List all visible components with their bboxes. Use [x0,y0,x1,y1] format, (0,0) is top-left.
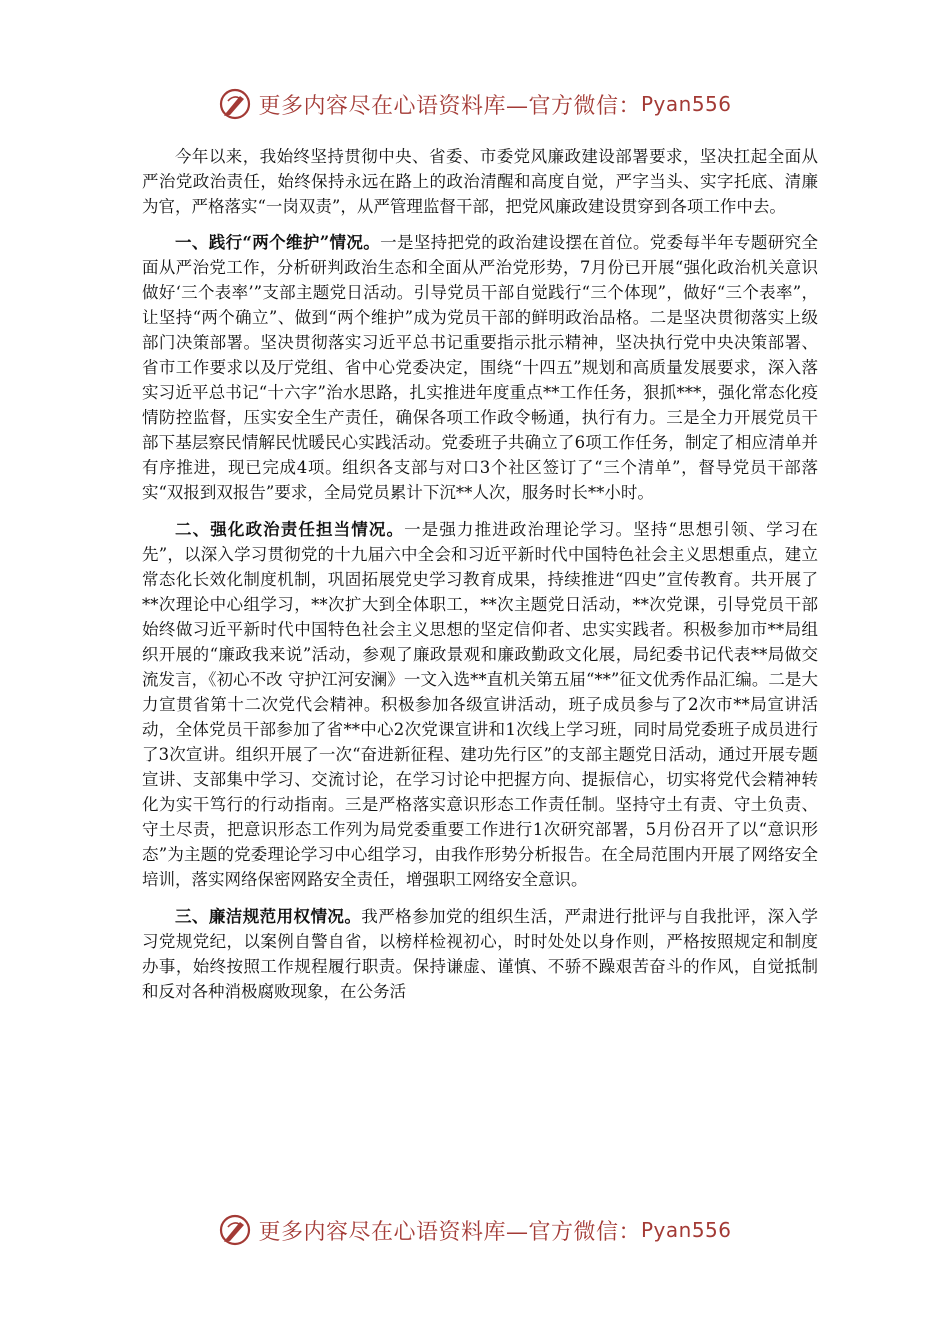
watermark-banner-bottom [0,1210,950,1250]
section-heading: 三、廉洁规范用权情况。 [175,907,362,926]
watermark-banner-top [0,84,950,124]
banner-text: 更多内容尽在心语资料库—官方微信： [258,93,641,119]
section-heading: 二、强化政治责任担当情况。 [175,520,405,539]
banner-text: 更多内容尽在心语资料库—官方微信： [258,1219,641,1245]
paragraph-body: 一是强力推进政治理论学习。坚持“思想引领、学习在先”，以深入学习贯彻党的十九届六中全会和习近平新时代中国特色社会主义思想重点，建立常态化长效化制度机制，巩固拓展党史学习教育成果，持续推进“四史”宣传教育。共开展了**次理论中心组学习，**次扩大到全体职工，**次主题党日活动，**次党课，引导党员干部始终做习近平新时代中国特色社会主义思想的坚定信仰者、忠实实践者。积极参加市**局组织开展的“廉政我来说”活动，参观了廉政景观和廉政勤政文化展，局纪委书记代表**局做交流发言，《初心不改 守护江河安澜》一文入选**直机关第五届“**”征文优秀作品汇编。二是大力宣贯省第十二次党代会精神。积极参加各级宣讲活动，班子成员参与了2次市**局宣讲活动，全体党员干部参加了省**中心2次党课宣讲和1次线上学习班，同时局党委班子成员进行了3次宣讲。组织开展了一次“奋进新征程、建功先行区”的支部主题党日活动，通过开展专题宣讲、支部集中学习、交流讨论，在学习讨论中把握方向、提振信心，切实将党代会精神转化为实干笃行的行动指南。三是严格落实意识形态工作责任制。坚持守土有责、守土负责、守土尽责，把意识形态工作列为局党委重要工作进行1次研究部署，5月份召开了以“意识形态”为主题的党委理论学习中心组学习，由我作形势分析报告。在全局范围内开展了网络安全培训，落实网络保密网路安全责任，增强职工网络安全意识。 [142,520,819,889]
banner-account: Pyan556 [641,1218,732,1242]
document-body [142,144,818,1016]
paragraph-section-1 [142,230,818,505]
section-heading: 一、践行“两个维护”情况。 [175,233,381,252]
banner-account: Pyan556 [641,92,732,116]
fountain-pen-icon [218,87,252,121]
fountain-pen-icon [218,1213,252,1247]
paragraph-intro [142,144,818,219]
paragraph-body: 今年以来，我始终坚持贯彻中央、省委、市委党风廉政建设部署要求，坚决扛起全面从严治党政治责任，始终保持永远在路上的政治清醒和高度自觉，严字当头、实字托底、清廉为官，严格落实“一岗双责”，从严管理监督干部，把党风廉政建设贯穿到各项工作中去。 [142,147,818,216]
paragraph-body: 一是坚持把党的政治建设摆在首位。党委每半年专题研究全面从严治党工作，分析研判政治生态和全面从严治党形势，7月份已开展“强化政治机关意识 做好‘三个表率’”支部主题党日活动。引导党员干部自觉践行“三个体现”，做好“三个表率”，让坚持“两个确立”、做到“两个维护”成为党员干部的鲜明政治品格。二是坚决贯彻落实上级部门决策部署。坚决贯彻落实习近平总书记重要指示批示精神，坚决执行党中央决策部署、省市工作要求以及厅党组、省中心党委决定，围绕“十四五”规划和高质量发展要求，深入落实习近平总书记“十六字”治水思路，扎实推进年度重点**工作任务，狠抓***，强化常态化疫情防控监督，压实安全生产责任，确保各项工作政令畅通，执行有力。三是全力开展党员干部下基层察民情解民忧暖民心实践活动。党委班子共确立了6项工作任务，制定了相应清单并有序推进，现已完成4项。组织各支部与对口3个社区签订了“三个清单”，督导党员干部落实“双报到双报告”要求，全局党员累计下沉**人次，服务时长**小时。 [142,233,819,502]
paragraph-body: 我严格参加党的组织生活，严肃进行批评与自我批评，深入学习党规党纪，以案例自警自省，以榜样检视初心，时时处处以身作则，严格按照规定和制度办事，始终按照工作规程履行职责。保持谦虚、谨慎、不骄不躁艰苦奋斗的作风，自觉抵制和反对各种消极腐败现象，在公务活 [142,907,819,1001]
paragraph-section-2 [142,517,818,892]
paragraph-section-3 [142,904,818,1004]
